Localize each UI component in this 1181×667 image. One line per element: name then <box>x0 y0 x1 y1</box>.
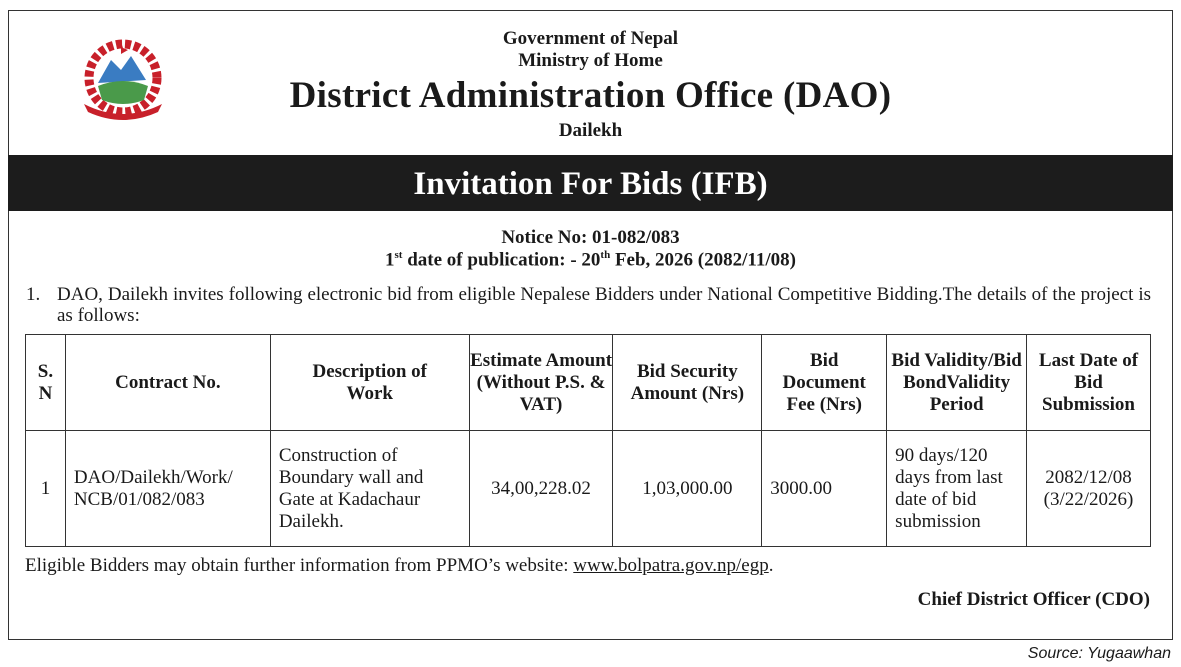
district-name: Dailekh <box>558 120 623 141</box>
header-validity: Bid Validity/Bid BondValidity Period <box>887 335 1027 431</box>
cell-last-date: 2082/12/08 (3/22/2026) <box>1027 431 1151 547</box>
header-contract: Contract No. <box>65 335 270 431</box>
cell-estimate: 34,00,228.02 <box>469 431 613 547</box>
footer-end: . <box>768 555 774 576</box>
ifb-banner: Invitation For Bids (IFB) <box>8 155 1173 211</box>
table-header-row <box>26 335 1151 431</box>
cell-security: 1,03,000.00 <box>613 431 762 547</box>
pub-mid: date of publication: - 20 <box>402 249 601 271</box>
cell-doc-fee: 3000.00 <box>762 431 887 547</box>
government-line: Government of Nepal <box>502 28 679 49</box>
intro-paragraph <box>26 284 1151 326</box>
header-sn: S. N <box>26 335 66 431</box>
pub-prefix: 1 <box>385 249 395 271</box>
footer-text: Eligible Bidders may obtain further information from PPMO’s website: <box>25 555 574 576</box>
signature: Chief District Officer (CDO) <box>917 589 1150 610</box>
notice-number: Notice No: 01-082/083 <box>501 227 680 248</box>
cell-validity: 90 days/120 days from last date of bid submission <box>887 431 1027 547</box>
header-estimate: Estimate Amount (Without P.S. & VAT) <box>469 335 613 431</box>
paragraph-text: DAO, Dailekh invites following electronic bid from eligible Nepalese Bidders under National Competitive Bidding.The details of the project is as follows: <box>57 284 1151 326</box>
cell-description: Construction of Boundary wall and Gate at Kadachaur Dailekh. <box>270 431 469 547</box>
ministry-line: Ministry of Home <box>518 50 663 71</box>
office-title: District Administration Office (DAO) <box>289 75 892 116</box>
bid-table <box>25 334 1151 547</box>
pub-sup: st <box>394 249 403 261</box>
footer-info <box>25 555 773 577</box>
cell-sn: 1 <box>26 431 66 547</box>
paragraph-number: 1. <box>26 284 41 305</box>
header-last-date: Last Date of Bid Submission <box>1027 335 1151 431</box>
header-doc-fee: Bid Document Fee (Nrs) <box>762 335 887 431</box>
cell-contract: DAO/Dailekh/Work/ NCB/01/082/083 <box>65 431 270 547</box>
publication-date <box>0 249 1181 271</box>
pub-sup2: th <box>600 249 611 261</box>
ppmo-link[interactable]: www.bolpatra.gov.np/egp <box>573 555 769 576</box>
header-description: Description of Work <box>270 335 469 431</box>
header-security: Bid Security Amount (Nrs) <box>613 335 762 431</box>
pub-end: Feb, 2026 (2082/11/08) <box>610 249 796 271</box>
table-row <box>26 431 1151 547</box>
source-credit: Source: Yugaawhan <box>1027 645 1171 662</box>
